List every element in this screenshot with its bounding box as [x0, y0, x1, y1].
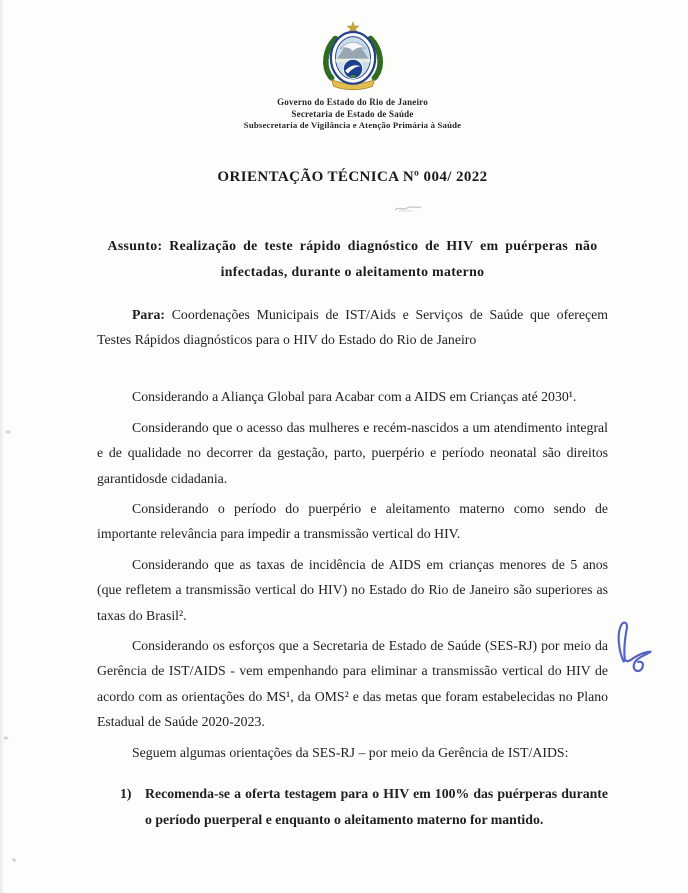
recipient-label: Para: [132, 306, 165, 322]
list-item [120, 781, 608, 832]
considerando-paragraph: Considerando que o acesso das mulheres e recém-nascidos a um atendimento integral e de qualidade no decorrer da gestação, parto, puerpério e período neonatal são direitos garantidosde cidadania. [97, 419, 608, 486]
scan-speck [3, 736, 9, 740]
org-header [97, 97, 608, 132]
org-name-line: Secretaria de Estado de Saúde [291, 108, 414, 119]
smudge-icon [393, 202, 423, 214]
considerando-paragraph: Considerando o período do puerpério e aleitamento materno como sendo de importante relevância para impedir a transmissão vertical do HIV. [97, 500, 608, 542]
recommendations-list [97, 781, 608, 832]
considerando-paragraph: Considerando a Aliança Global para Acabar com a AIDS em Crianças até 2030¹. [132, 389, 577, 405]
subject-line: infectadas, durante o aleitamento materno [220, 263, 485, 279]
considerando-paragraph: Considerando que as taxas de incidência de AIDS em crianças menores de 5 anos (que refletem a transmissão vertical do HIV) no Estado do Rio de Janeiro são superiores as taxas do Brasil². [97, 556, 608, 623]
state-coat-of-arms-icon [306, 20, 400, 92]
subject-heading [97, 233, 608, 285]
item-text: Recomenda-se a oferta testagem para o HIV em 100% das puérperas durante o período puerperal e enquanto o aleitamento materno for mantido. [145, 786, 608, 827]
org-name-line: Governo do Estado do Rio de Janeiro [277, 97, 428, 107]
recipient-text: Coordenações Municipais de IST/Aids e Serviços de Saúde que ofereçem Testes Rápidos diagnósticos para o HIV do Estado do Rio de Janeiro [97, 306, 608, 347]
pen-initial-icon [608, 616, 656, 676]
considerando-paragraph: Considerando os esforços que a Secretaria de Estado de Saúde (SES-RJ) por meio da Gerência de IST/AIDS - vem empenhando para eliminar a transmissão vertical do HIV de acordo com as orientações do MS¹, da OMS² e das metas que foram estabelecidas no Plano Estadual de Saúde 2020-2023. [97, 637, 608, 730]
item-number: 1) [120, 786, 132, 801]
org-name-line: Subsecretaria de Vigilância e Atenção Primária à Saúde [243, 120, 462, 130]
subject-line: Assunto: Realização de teste rápido diagnóstico de HIV em puérperas não [107, 237, 598, 253]
scan-speck [5, 430, 11, 434]
scan-edge-shadow [0, 0, 5, 893]
recipient-paragraph [97, 302, 608, 353]
document-title: ORIENTAÇÃO TÉCNICA Nº 004/ 2022 [217, 168, 488, 185]
closing-paragraph: Seguem algumas orientações da SES-RJ – por meio da Gerência de IST/AIDS: [132, 744, 569, 760]
scan-speck [10, 857, 17, 864]
